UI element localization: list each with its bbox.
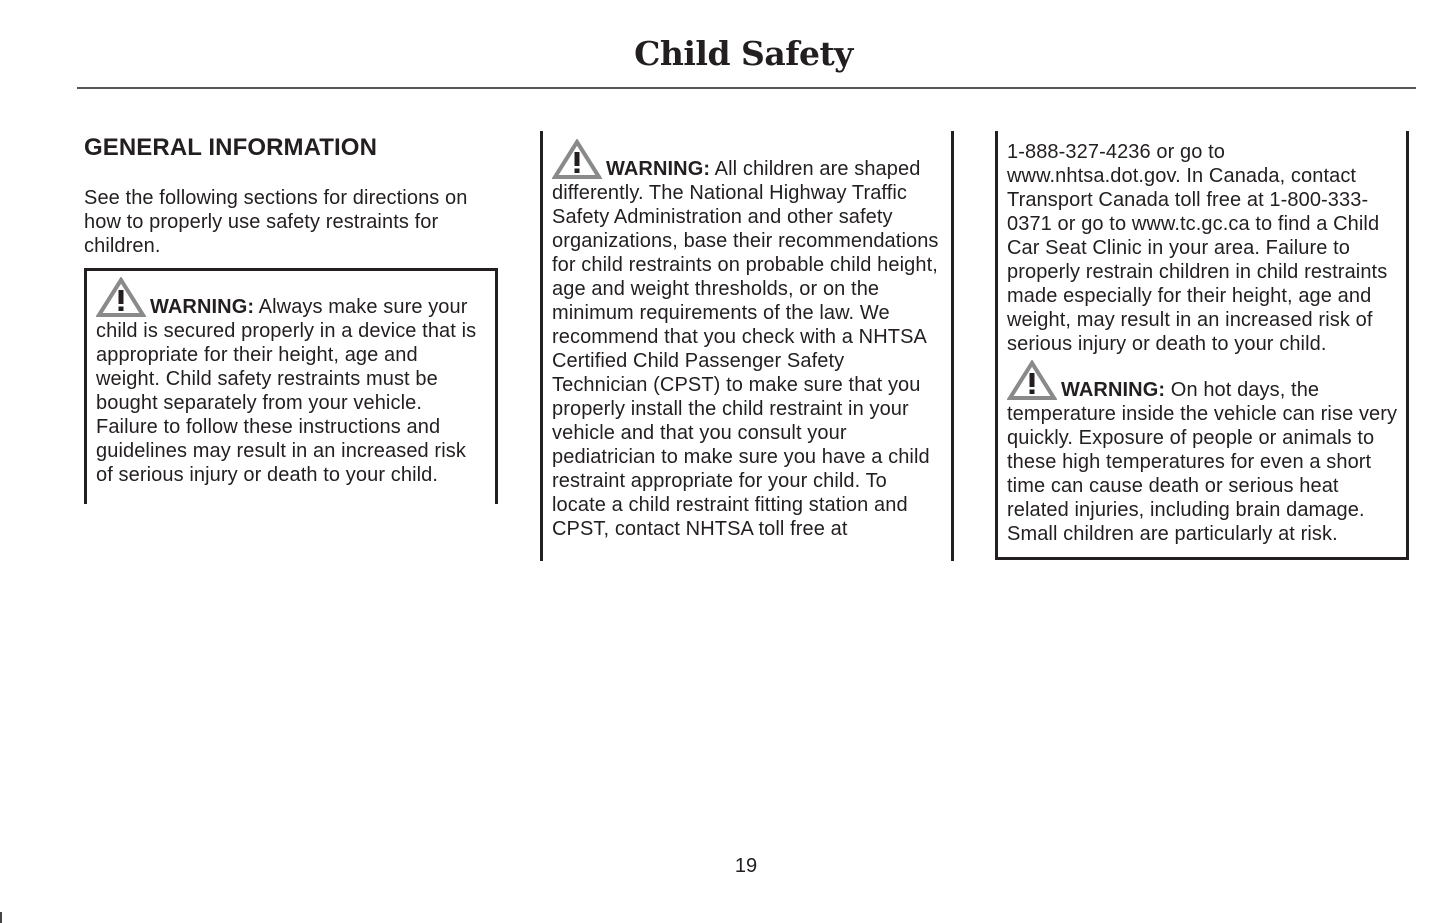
page-number: 19 (734, 855, 758, 877)
warning-triangle-icon (96, 277, 146, 317)
warning-text: All children are shaped differently. The National Highway Traffic Safety Administration and other safety organizations, base their recommendations for child restraints on probable child height, age and weight thresholds, or on the minimum requirements of the law. We recommend that you check with a NHTSA Certified Child Passenger Safety Technician (CPST) to make sure that you properly install the child restraint in your vehicle and that you consult your pediatrician to make sure you have a child restraint appropriate for your child. To locate a child restraint fitting station and CPST, contact NHTSA toll free at (552, 158, 939, 540)
warning-triangle-icon (1007, 360, 1057, 400)
page-title (77, 34, 1416, 73)
warning-box-continued (995, 131, 1409, 560)
crop-mark (0, 912, 2, 923)
warning-box-secure-child (84, 268, 498, 504)
warning-triangle-icon (552, 139, 602, 179)
warning-label: WARNING: (606, 158, 711, 180)
warning-label: WARNING: (1061, 379, 1166, 401)
warning-box-child-shapes (540, 131, 954, 561)
warning-text: On hot days, the temperature inside the vehicle can rise very quickly. Exposure of people or animals to these high temperatures for even a short time can cause death or serious heat related injuries, including brain damage. Small children are particularly at risk. (1007, 379, 1398, 545)
warning-label: WARNING: (150, 296, 255, 318)
intro-paragraph: See the following sections for directions on how to properly use safety restraints for children. (84, 187, 468, 257)
section-heading: GENERAL INFORMATION (84, 134, 378, 161)
left-column (84, 130, 498, 258)
warning-text: Always make sure your child is secured properly in a device that is appropriate for their height, age and weight. Child safety restraints must be bought separately from your vehicle. Failure to follow these instructions and guidelines may result in an increased risk of serious injury or death to your child. (96, 296, 477, 486)
continued-warning-text: 1-888-327-4236 or go to www.nhtsa.dot.gov. In Canada, contact Transport Canada toll free at 1-800-333-0371 or go to www.tc.gc.ca to find a Child Car Seat Clinic in your area. Failure to properly restrain children in child restraints made especially for their height, age and weight, may result in an increased risk of serious injury or death to your child. (1007, 141, 1388, 355)
page-title-text: Child Safety (634, 34, 853, 73)
warning-hot-days (1007, 360, 1398, 546)
page-header (77, 0, 1416, 89)
